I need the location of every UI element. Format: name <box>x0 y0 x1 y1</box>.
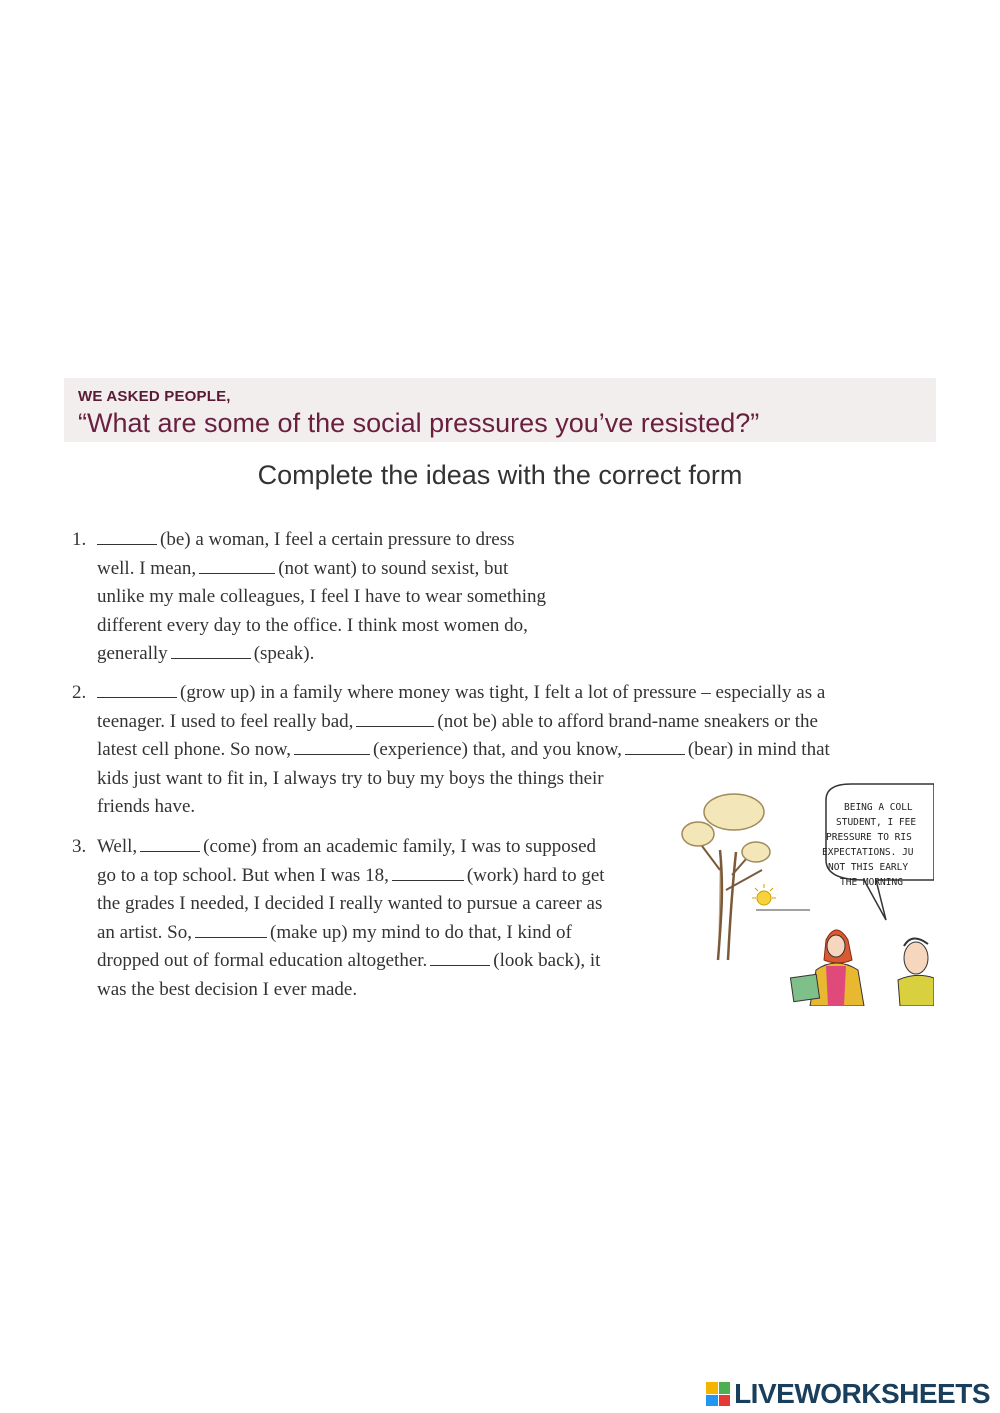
answer-blank[interactable] <box>171 643 251 659</box>
logo-square <box>706 1382 718 1394</box>
logo-mark-icon <box>706 1382 730 1406</box>
exercise-item-1 <box>72 526 592 669</box>
logo-text: LIVEWORKSHEETS <box>734 1378 990 1409</box>
item-number: 1. <box>72 529 87 550</box>
bubble-line: THE MORNING <box>840 877 903 888</box>
answer-blank[interactable] <box>97 682 177 698</box>
bubble-line: STUDENT, I FEE <box>836 817 917 828</box>
liveworksheets-logo <box>706 1378 990 1410</box>
answer-blank[interactable] <box>625 739 685 755</box>
answer-blank[interactable] <box>199 558 275 574</box>
item-line: different every day to the office. I think most women do, <box>97 614 528 636</box>
bubble-line: NOT THIS EARLY <box>828 862 909 873</box>
answer-blank[interactable] <box>430 950 490 966</box>
header-kicker: WE ASKED PEOPLE, <box>78 388 231 405</box>
logo-square <box>719 1382 731 1394</box>
item-line: friends have. <box>97 796 196 817</box>
answer-blank[interactable] <box>97 529 157 545</box>
bubble-line: BEING A COLL <box>844 802 913 813</box>
answer-blank[interactable] <box>392 865 464 881</box>
item-line: go to a top school. But when I was 18, (work) hard to get <box>97 864 605 886</box>
item-line: (be) a woman, I feel a certain pressure to dress <box>97 526 592 555</box>
answer-blank[interactable] <box>140 836 200 852</box>
exercise-item-3 <box>72 833 672 1004</box>
logo-square <box>719 1395 731 1407</box>
item-line: the grades I needed, I decided I really wanted to pursue a career as <box>97 893 603 914</box>
item-line: well. I mean, (not want) to sound sexist, but <box>97 557 509 579</box>
bubble-line: PRESSURE TO RIS <box>826 832 912 843</box>
item-line: (grow up) in a family where money was tight, I felt a lot of pressure – especially as a <box>97 679 952 708</box>
item-line: dropped out of formal education altogether. (look back), it <box>97 950 601 971</box>
item-number: 3. <box>72 836 87 857</box>
item-line: unlike my male colleagues, I feel I have to wear something <box>97 586 546 607</box>
instruction: Complete the ideas with the correct form <box>257 460 743 490</box>
item-line: latest cell phone. So now, (experience) that, and you know, (bear) in mind that <box>97 739 830 760</box>
bubble-line: EXPECTATIONS. JU <box>822 847 914 858</box>
answer-blank[interactable] <box>356 711 434 727</box>
header-question: “What are some of the social pressures you’ve resisted?” <box>78 408 760 438</box>
item-line: teenager. I used to feel really bad, (not be) able to afford brand-name sneakers or the <box>97 710 818 732</box>
cartoon-illustration <box>676 780 934 1006</box>
item-line: kids just want to fit in, I always try to buy my boys the things their <box>97 767 604 789</box>
item-line: an artist. So, (make up) my mind to do that, I kind of <box>97 921 572 943</box>
header-band <box>64 378 936 442</box>
item-line: generally (speak). <box>97 643 315 664</box>
item-line: was the best decision I ever made. <box>97 978 358 1000</box>
logo-square <box>706 1395 718 1407</box>
cartoon-drawing <box>676 780 934 1006</box>
answer-blank[interactable] <box>294 739 370 755</box>
item-number: 2. <box>72 682 87 703</box>
answer-blank[interactable] <box>195 922 267 938</box>
item-line: Well, (come) from an academic family, I was to supposed <box>97 836 597 857</box>
